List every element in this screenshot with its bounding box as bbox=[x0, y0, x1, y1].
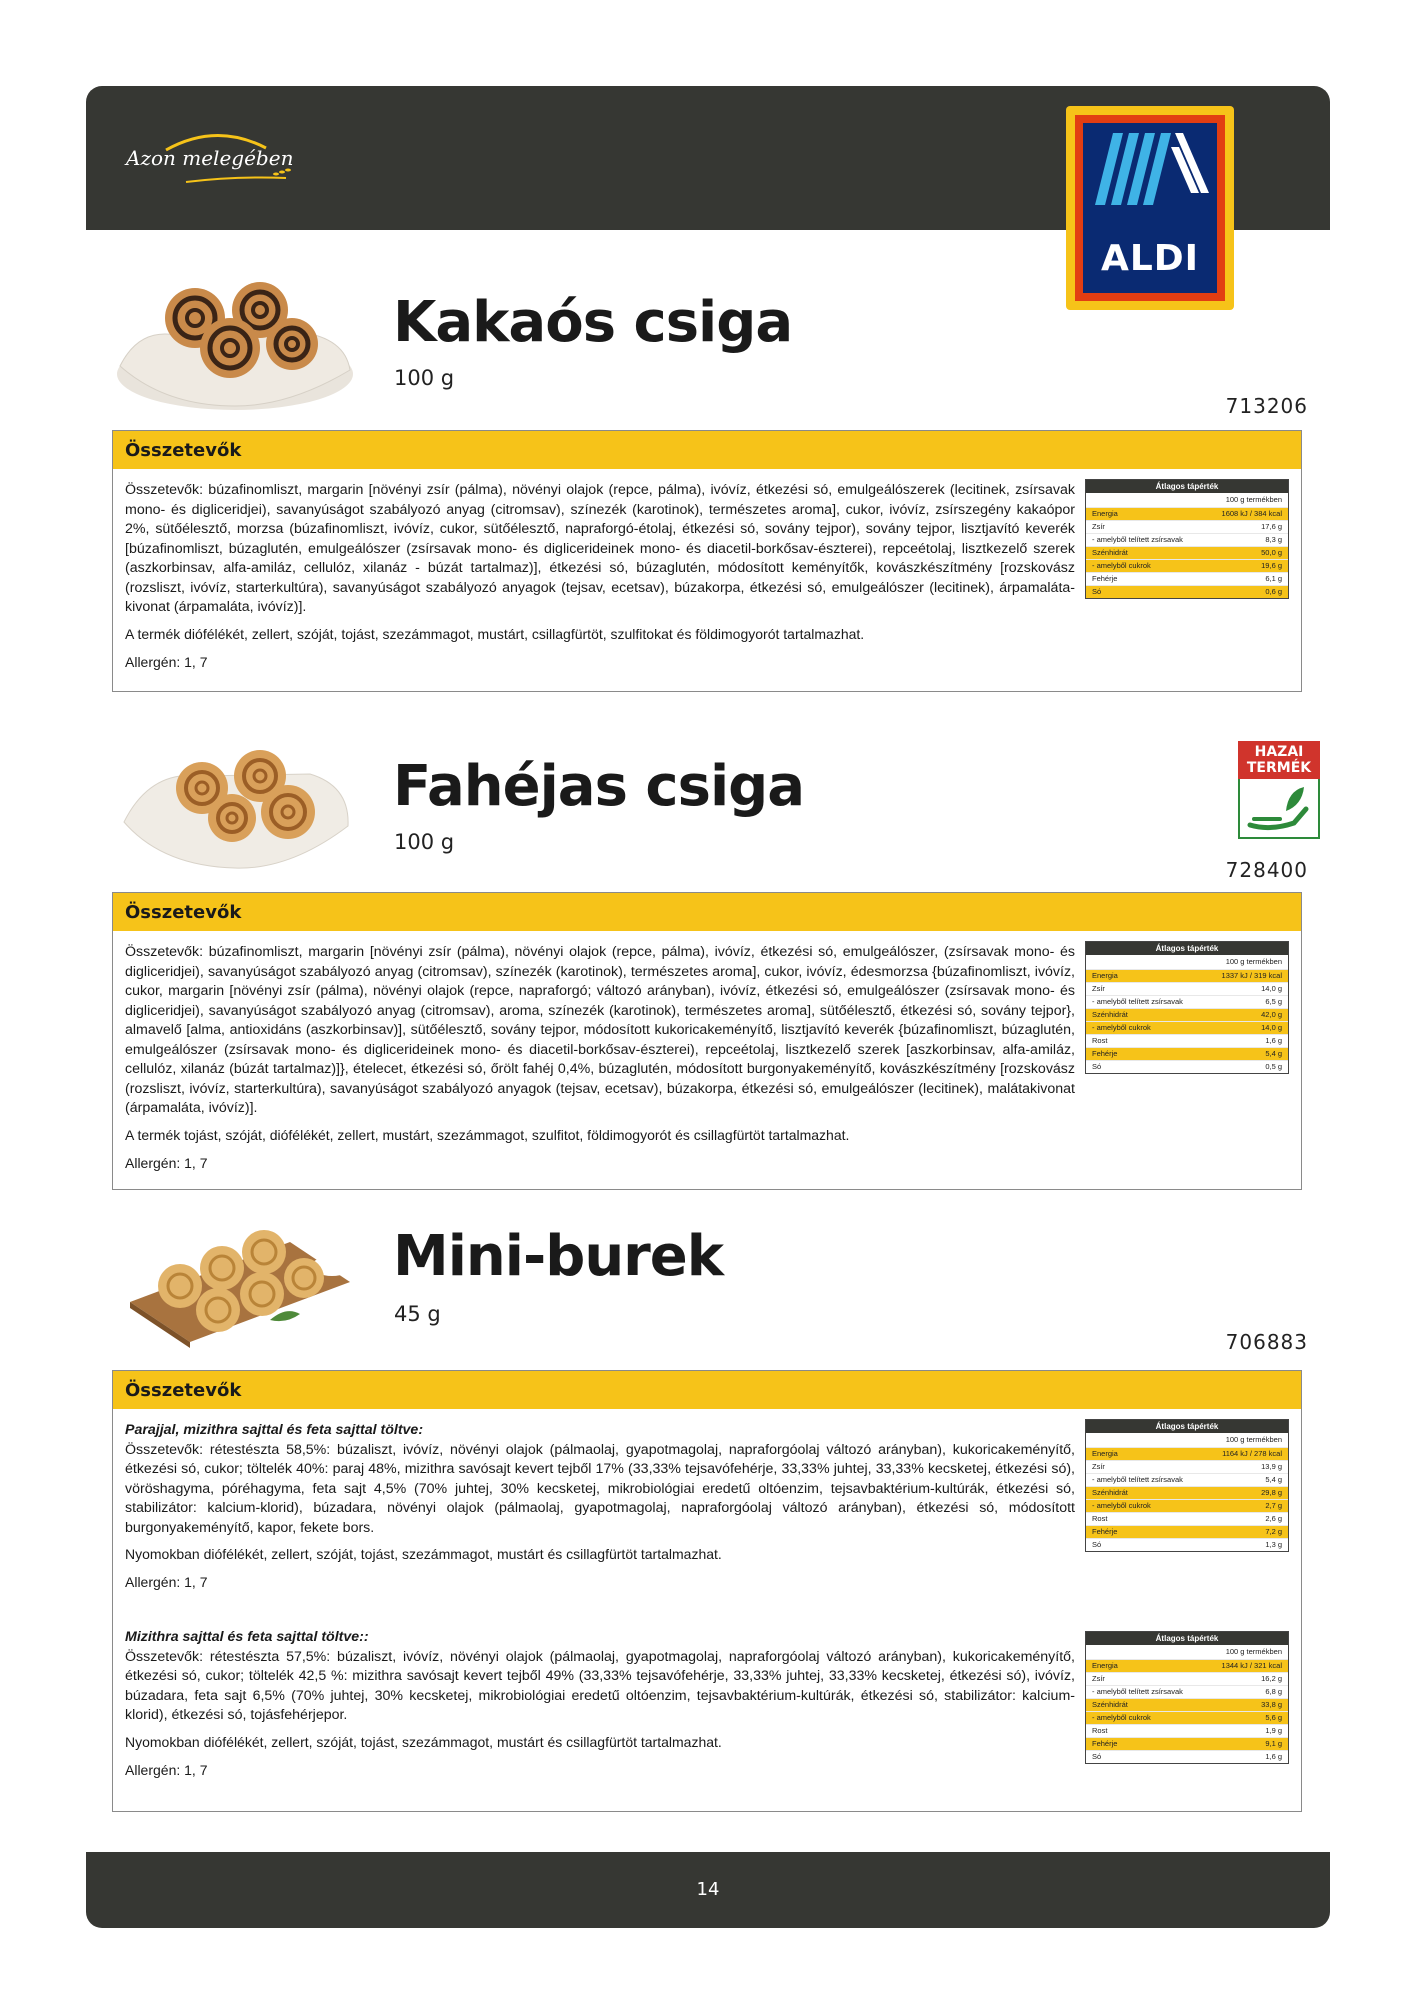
footer-bar bbox=[86, 1852, 1330, 1928]
product-code: 728400 bbox=[1225, 858, 1308, 882]
allergen-info: Allergén: 1, 7 bbox=[125, 1154, 208, 1171]
nutrition-row-energy: Energia 1164 kJ / 278 kcal bbox=[1086, 1447, 1288, 1460]
ingredients-text: Összetevők: rétestészta 57,5%: búzaliszt, ivóvíz, növényi olajok (pálmaolaj, gyapotmagolaj, napraforgóolaj változó arányban), kukoricakeményítő, étkezési só, cukor; töltelék 42,5 %: mizithra savósajt kevert tejből 49% (33,33% tejsavófehérje, 33,33% juhtej, 33,33% kecsketej, étkezési só), ivóvíz, búzadara, feta sajt 6,5% (70% juhtej, 30% kecsketej, mikrobiológiai eredetű oltóenzim, tejsavbaktérium-kultúrák, étkezési só, stabilizátor: kalcium-klorid), étkezési só, tojásfehérjepor. bbox=[125, 1648, 1075, 1723]
product-weight: 100 g bbox=[394, 830, 455, 854]
nutrition-row-carbs: Szénhidrát 42,0 g bbox=[1086, 1008, 1288, 1021]
brand-logo bbox=[126, 130, 296, 190]
nutrition-row-fibre: Rost 2,6 g bbox=[1086, 1512, 1288, 1525]
nutrition-per: 100 g termékben bbox=[1225, 1647, 1282, 1656]
panel-heading: Összetevők bbox=[113, 431, 1301, 469]
product-code: 706883 bbox=[1225, 1330, 1308, 1354]
hazai-badge-label: HAZAI TERMÉK bbox=[1238, 741, 1320, 779]
nutrition-row-sat-fat: - amelyből telített zsírsavak 5,4 g bbox=[1086, 1473, 1288, 1486]
aldi-stripes-icon bbox=[1095, 133, 1211, 223]
nutrition-row-energy: Energia 1337 kJ / 319 kcal bbox=[1086, 969, 1288, 982]
nutrition-row-protein: Fehérje 7,2 g bbox=[1086, 1525, 1288, 1538]
nutrition-row-sat-fat: - amelyből telített zsírsavak 8,3 g bbox=[1086, 533, 1288, 546]
allergen-info: Allergén: 1, 7 bbox=[125, 1761, 208, 1778]
nutrition-row-sat-fat: - amelyből telített zsírsavak 6,5 g bbox=[1086, 995, 1288, 1008]
may-contain-note: Nyomokban diófélékét, zellert, szóját, tojást, szezámmagot, mustárt és csillagfürtöt tartalmazhat. bbox=[125, 1733, 722, 1750]
variant-subtitle: Parajjal, mizithra sajttal és feta sajttal töltve: bbox=[125, 1422, 424, 1438]
nutrition-title: Átlagos tápérték bbox=[1086, 1420, 1288, 1433]
nutrition-row-fat: Zsír 17,6 g bbox=[1086, 520, 1288, 533]
panel-heading: Összetevők bbox=[113, 893, 1301, 931]
nutrition-per: 100 g termékben bbox=[1225, 495, 1282, 504]
ingredients-panel-kakaos-csiga bbox=[112, 430, 1302, 692]
hand-leaf-icon bbox=[1240, 779, 1318, 837]
nutrition-row-sugars: - amelyből cukrok 14,0 g bbox=[1086, 1021, 1288, 1034]
nutrition-row-fat: Zsír 13,9 g bbox=[1086, 1460, 1288, 1473]
nutrition-row-energy: Energia 1608 kJ / 384 kcal bbox=[1086, 507, 1288, 520]
nutrition-row-sat-fat: - amelyből telített zsírsavak 6,8 g bbox=[1086, 1685, 1288, 1698]
page-number: 14 bbox=[696, 1879, 720, 1900]
nutrition-table bbox=[1085, 1419, 1289, 1552]
nutrition-table bbox=[1085, 1631, 1289, 1764]
nutrition-row-carbs: Szénhidrát 33,8 g bbox=[1086, 1698, 1288, 1711]
aldi-logo bbox=[1066, 106, 1234, 310]
hazai-termek-badge bbox=[1238, 741, 1320, 841]
nutrition-row-fat: Zsír 16,2 g bbox=[1086, 1672, 1288, 1685]
nutrition-table bbox=[1085, 941, 1289, 1074]
may-contain-note: Nyomokban diófélékét, zellert, szóját, tojást, szezámmagot, mustárt és csillagfürtöt tartalmazhat. bbox=[125, 1546, 722, 1562]
brand-tagline: Azon melegében bbox=[126, 146, 294, 170]
nutrition-per: 100 g termékben bbox=[1225, 957, 1282, 966]
product-image-mini-burek bbox=[110, 1202, 360, 1352]
nutrition-row-fibre: Rost 1,6 g bbox=[1086, 1034, 1288, 1047]
nutrition-row-salt: Só 1,6 g bbox=[1086, 1750, 1288, 1763]
may-contain-note: A termék tojást, szóját, diófélékét, zellert, mustárt, szezámmagot, szulfitot, földimogyorót és csillagfürtöt tartalmazhat. bbox=[125, 1126, 850, 1143]
nutrition-title: Átlagos tápérték bbox=[1086, 480, 1288, 493]
allergen-info: Allergén: 1, 7 bbox=[125, 1574, 208, 1590]
product-code: 713206 bbox=[1225, 394, 1308, 418]
product-title: Fahéjas csiga bbox=[393, 754, 805, 819]
nutrition-row-protein: Fehérje 5,4 g bbox=[1086, 1047, 1288, 1060]
ingredients-panel-fahejas-csiga bbox=[112, 892, 1302, 1190]
panel-heading: Összetevők bbox=[113, 1371, 1301, 1409]
nutrition-row-salt: Só 0,5 g bbox=[1086, 1060, 1288, 1073]
variant-subtitle: Mizithra sajttal és feta sajttal töltve:: bbox=[125, 1629, 369, 1645]
nutrition-row-sugars: - amelyből cukrok 19,6 g bbox=[1086, 559, 1288, 572]
nutrition-row-fat: Zsír 14,0 g bbox=[1086, 982, 1288, 995]
product-image-kakaos-csiga bbox=[110, 266, 360, 416]
nutrition-row-carbs: Szénhidrát 50,0 g bbox=[1086, 546, 1288, 559]
nutrition-row-sugars: - amelyből cukrok 2,7 g bbox=[1086, 1499, 1288, 1512]
allergen-info: Allergén: 1, 7 bbox=[125, 653, 208, 670]
nutrition-row-protein: Fehérje 6,1 g bbox=[1086, 572, 1288, 585]
nutrition-per: 100 g termékben bbox=[1225, 1435, 1282, 1444]
product-title: Mini-burek bbox=[393, 1224, 724, 1289]
ingredients-text: Összetevők: rétestészta 58,5%: búzaliszt, ivóvíz, növényi olajok (pálmaolaj, gyapotmagolaj, napraforgóolaj változó arányban), kukoricakeményítő, étkezési só, cukor; töltelék 40%: paraj 48%, mizithra savósajt kevert tejből 17% (33,33% tejsavófehérje, 33,33% juhtej, 33,33% kecsketej, étkezési só), vöröshagyma, póréhagyma, feta sajt 4,5% (70% juhtej, 30% kecsketej, mikrobiológiai eredetű oltóenzim, tejsavbaktérium-kultúrák, étkezési só, stabilizátor: kalcium-klorid), búzadara, növényi olajok (pálmaolaj, gyapotmagolaj, napraforgóolaj változó arányban), étkezési só, módosított burgonyakeményítő, kapor, fekete bors. bbox=[125, 1441, 1075, 1536]
ingredients-text: Összetevők: búzafinomliszt, margarin [növényi zsír (pálma), növényi olajok (repce, pálma), ivóvíz, étkezési só, emulgeálószerek (lecitinek, zsírsavak mono- és digliceridjei), savanyúságot szabályozó anyag (citromsav), színezék (karotinok), természetes aroma], cukor, ivóvíz, zsírszegény kakaópor 2%, sütőélesztő, morzsa (búzafinomliszt, ivóvíz, cukor, sütőélesztő, napraforgó-étolaj, étkezési só, sovány tejpor), sovány tejpor, lisztjavító keverék [búzafinomliszt, búzaglutén, emulgeálószer (zsírsavak mono- és diglicerideinek mono- és diacetil-borkősav-észterei), repceétolaj, lisztkezelő szerek (aszkorbinsav, alfa-amiláz, cellulóz, xilanáz - búzát tartalmaz)], étkezési só, búzaglutén, módosított keményítők, kovászkészítmény [rozskovász (rozsliszt, ivóvíz, starterkultúra), savanyúságot szabályozó anyagok (tejsav, ecetsav), búzakorpa, étkezési só, emulgeálószer (lecitinek), árpamaláta-kivonat (árpamaláta, ivóvíz)]. bbox=[125, 482, 1075, 615]
product-title: Kakaós csiga bbox=[393, 290, 793, 355]
product-weight: 100 g bbox=[394, 366, 455, 390]
product-weight: 45 g bbox=[394, 1302, 441, 1326]
product-image-fahejas-csiga bbox=[110, 730, 360, 880]
nutrition-row-carbs: Szénhidrát 29,8 g bbox=[1086, 1486, 1288, 1499]
nutrition-row-protein: Fehérje 9,1 g bbox=[1086, 1737, 1288, 1750]
nutrition-row-energy: Energia 1344 kJ / 321 kcal bbox=[1086, 1659, 1288, 1672]
nutrition-row-salt: Só 0,6 g bbox=[1086, 585, 1288, 598]
nutrition-row-fibre: Rost 1,9 g bbox=[1086, 1724, 1288, 1737]
ingredients-text: Összetevők: búzafinomliszt, margarin [növényi zsír (pálma), növényi olajok (repce, pálma), ivóvíz, étkezési só, emulgeálószer, (zsírsavak mono- és digliceridjei), savanyúságot szabályozó anyag (citromsav), színezék (karotinok), természetes aroma], cukor, ivóvíz, édesmorzsa {búzafinomliszt, ivóvíz, cukor, margarin [növényi zsír (pálma), növényi olajok (repce, napraforgó; változó arányban), ivóvíz, étkezési só, emulgeálószer (zsírsavak mono- és digliceridjei), savanyúságot szabályozó anyag (citromsav), aroma, színezék (karotinok), természetes aroma], sütőélesztő, étkezési só, sovány tejpor}, almavelő [alma, antioxidáns (aszkorbinsav)], sütőélesztő, sovány tejpor, módosított kukoricakeményítő, lisztjavító keverék {búzafinomliszt, búzaglutén, emulgeálószer (zsírsavak mono- és diglicerideinek mono- és diacetil-borkősav-észterei), repceétolaj, lisztkezelő szerek [aszkorbinsav, alfa-amiláz, cellulóz, xilanáz (búzát tartalmaz)]}, ételecet, étkezési só, őrölt fahéj 0,4%, búzaglutén, módosított burgonyakeményítő, kovászkészítmény [rozskovász (rozsliszt, ivóvíz, starterkultúra), savanyúságot szabályozó anyagok (tejsav, ecetsav), búzakorpa, étkezési só, emulgeálószer (lecitinek), malátakivonat (árpamaláta, ivóvíz)]. bbox=[125, 944, 1075, 1116]
nutrition-table bbox=[1085, 479, 1289, 599]
nutrition-row-salt: Só 1,3 g bbox=[1086, 1538, 1288, 1551]
ingredients-panel-mini-burek bbox=[112, 1370, 1302, 1812]
nutrition-title: Átlagos tápérték bbox=[1086, 942, 1288, 955]
aldi-wordmark: ALDI bbox=[1100, 238, 1200, 279]
may-contain-note: A termék diófélékét, zellert, szóját, tojást, szezámmagot, mustárt, csillagfürtöt, szulfitokat és földimogyorót tartalmazhat. bbox=[125, 625, 865, 642]
nutrition-title: Átlagos tápérték bbox=[1086, 1632, 1288, 1645]
nutrition-row-sugars: - amelyből cukrok 5,6 g bbox=[1086, 1711, 1288, 1724]
